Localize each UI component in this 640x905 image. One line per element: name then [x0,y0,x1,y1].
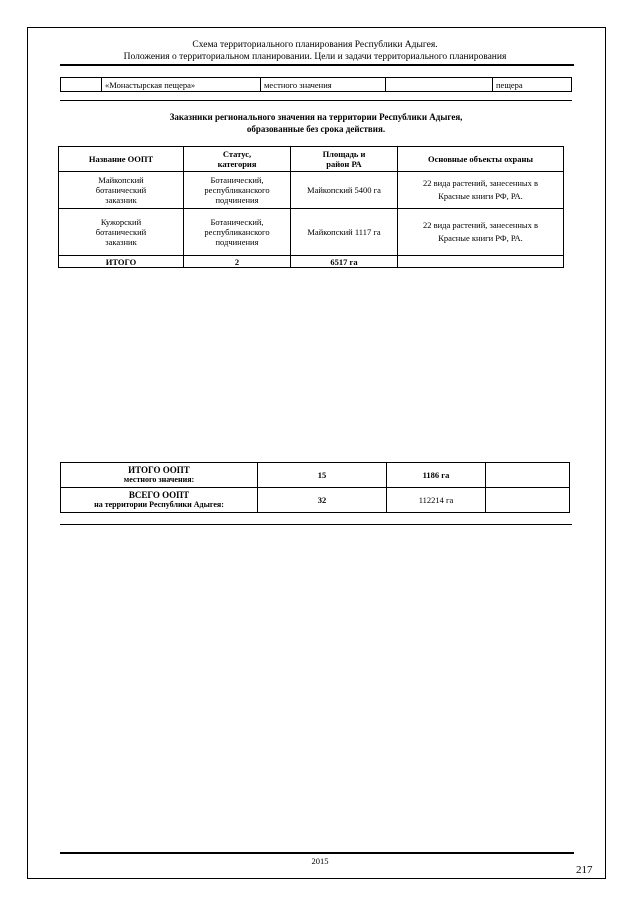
summary-extra [486,463,570,488]
section-rule [60,524,572,525]
column-header-status: Статус, категория [184,147,291,172]
summary-sublabel: местного значения: [123,475,195,484]
table-cell [61,78,102,92]
summary-label-cell [61,488,258,513]
reserve-objects: 22 вида растений, занесенных в Красные книги РФ, РА. [398,209,564,256]
page-number: 217 [576,864,593,876]
column-header-area: Площадь и район РА [291,147,398,172]
total-objects [398,256,564,268]
summary-label-cell [61,463,258,488]
column-header-objects: Основные объекты охраны [398,147,564,172]
reserve-area: Майкопский 1117 га [291,209,398,256]
summary-count: 15 [258,463,387,488]
header-rule [60,64,574,66]
table-row [61,463,570,488]
header-subtitle: Положения о территориальном планировании. Цели и задачи территориального планирования [123,52,507,62]
reserve-name: Кужорский ботанический заказник [59,209,184,256]
summary-count: 32 [258,488,387,513]
reserve-status: Ботанический, республиканского подчинения [184,209,291,256]
summary-label: ИТОГО ООПТ [128,465,190,475]
reserves-table [58,146,564,268]
summary-table [60,462,570,513]
table-header-row [59,147,564,172]
top-row-table [60,77,572,92]
object-type-cell: пещера [493,78,572,92]
total-count: 2 [184,256,291,268]
reserve-status: Ботанический, республиканского подчинения [184,172,291,209]
section-rule [60,100,572,101]
footer-rule [60,852,574,854]
object-name-cell: «Монастырская пещера» [102,78,261,92]
summary-sublabel: на территории Республики Адыгея: [94,500,224,509]
summary-area: 1186 га [387,463,486,488]
summary-label: ВСЕГО ООПТ [128,490,190,500]
table-row [59,172,564,209]
section-caption: Заказники регионального значения на территории Республики Адыгея, [169,112,463,122]
footer-year: 2015 [311,856,329,866]
summary-extra [486,488,570,513]
table-row [61,78,572,92]
header-title: Схема территориального планирования Республики Адыгея. [192,40,438,50]
section-caption-line2: образованные без срока действия. [246,124,386,134]
reserve-name: Майкопский ботанический заказник [59,172,184,209]
summary-area: 112214 га [387,488,486,513]
reserve-area: Майкопский 5400 га [291,172,398,209]
column-header-name: Название ООПТ [59,147,184,172]
table-total-row [59,256,564,268]
table-row [61,488,570,513]
object-area-cell [386,78,493,92]
reserve-objects: 22 вида растений, занесенных в Красные книги РФ, РА. [398,172,564,209]
total-label: ИТОГО [59,256,184,268]
table-row [59,209,564,256]
object-status-cell: местного значения [261,78,386,92]
total-area: 6517 га [291,256,398,268]
